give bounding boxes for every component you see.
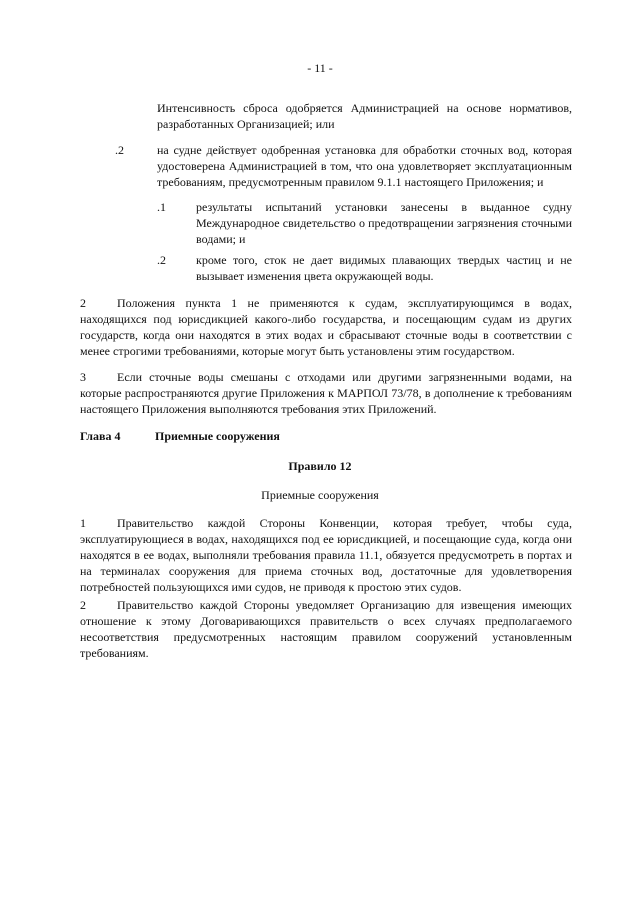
sub-item-2-text: кроме того, сток не дает видимых плавающих твердых частиц и не вызывает изменения цвета окружающей воды. (196, 253, 572, 283)
paragraph-2-number: 2 (80, 296, 86, 310)
sub-item-1-text: результаты испытаний установки занесены в выданное судну Международное свидетельство о предотвращении загрязнения сточными водами; и (196, 200, 572, 246)
rule-subtitle: Приемные сооружения (261, 488, 379, 502)
page-number: - 11 - (307, 61, 333, 75)
rule-paragraph-1-text: Правительство каждой Стороны Конвенции, которая требует, чтобы суда, эксплуатирующиеся в водах, находящихся под ее юрисдикцией, и посещающие суда, когда они находятся в ее водах, выполняли требования правила 11.1, обязуется предусмотреть в портах и на терминалах сооружения для приема сточных вод, достаточные для удовлетворения потребностей пользующихся ими судов, не приводя к простою этих судов. (80, 516, 572, 594)
rule-title: Правило 12 (288, 459, 352, 473)
sub-item-2-number: .2 (157, 253, 166, 267)
intro-paragraph: Интенсивность сброса одобряется Администрацией на основе нормативов, разработанных Организацией; или (157, 101, 572, 131)
rule-paragraph-2-number: 2 (80, 598, 86, 612)
rule-paragraph-1-number: 1 (80, 516, 86, 530)
item-2-number: .2 (115, 143, 124, 157)
sub-item-1-number: .1 (157, 200, 166, 214)
chapter-label: Глава 4 (80, 429, 121, 443)
paragraph-2-text: Положения пункта 1 не применяются к судам, эксплуатирующимся в водах, находящихся под юрисдикцией какого-либо государства, и посещающим судам из других государств, когда они находятся в этих водах и сбрасывают сточные воды в соответствии с менее строгими требованиями, которые могут быть установлены этим государством. (80, 296, 572, 358)
paragraph-3-text: Если сточные воды смешаны с отходами или другими загрязненными водами, на которые распространяются другие Приложения к МАРПОЛ 73/78, в дополнение к требованиям настоящего Приложения выполняются требования этих Приложений. (80, 370, 572, 416)
rule-paragraph-2-text: Правительство каждой Стороны уведомляет Организацию для извещения имеющих отношение к этому Договаривающихся правительств о всех случаях предполагаемого несоответствия предусмотренных настоящим правилом сооружений установленным требованиям. (80, 598, 572, 660)
paragraph-3-number: 3 (80, 370, 86, 384)
item-2-text: на судне действует одобренная установка для обработки сточных вод, которая удостоверена Администрацией в том, что она удовлетворяет эксплуатационным требованиям, предусмотренным правилом 9.1.1 настоящего Приложения; и (157, 143, 572, 189)
chapter-title: Приемные сооружения (155, 429, 280, 443)
